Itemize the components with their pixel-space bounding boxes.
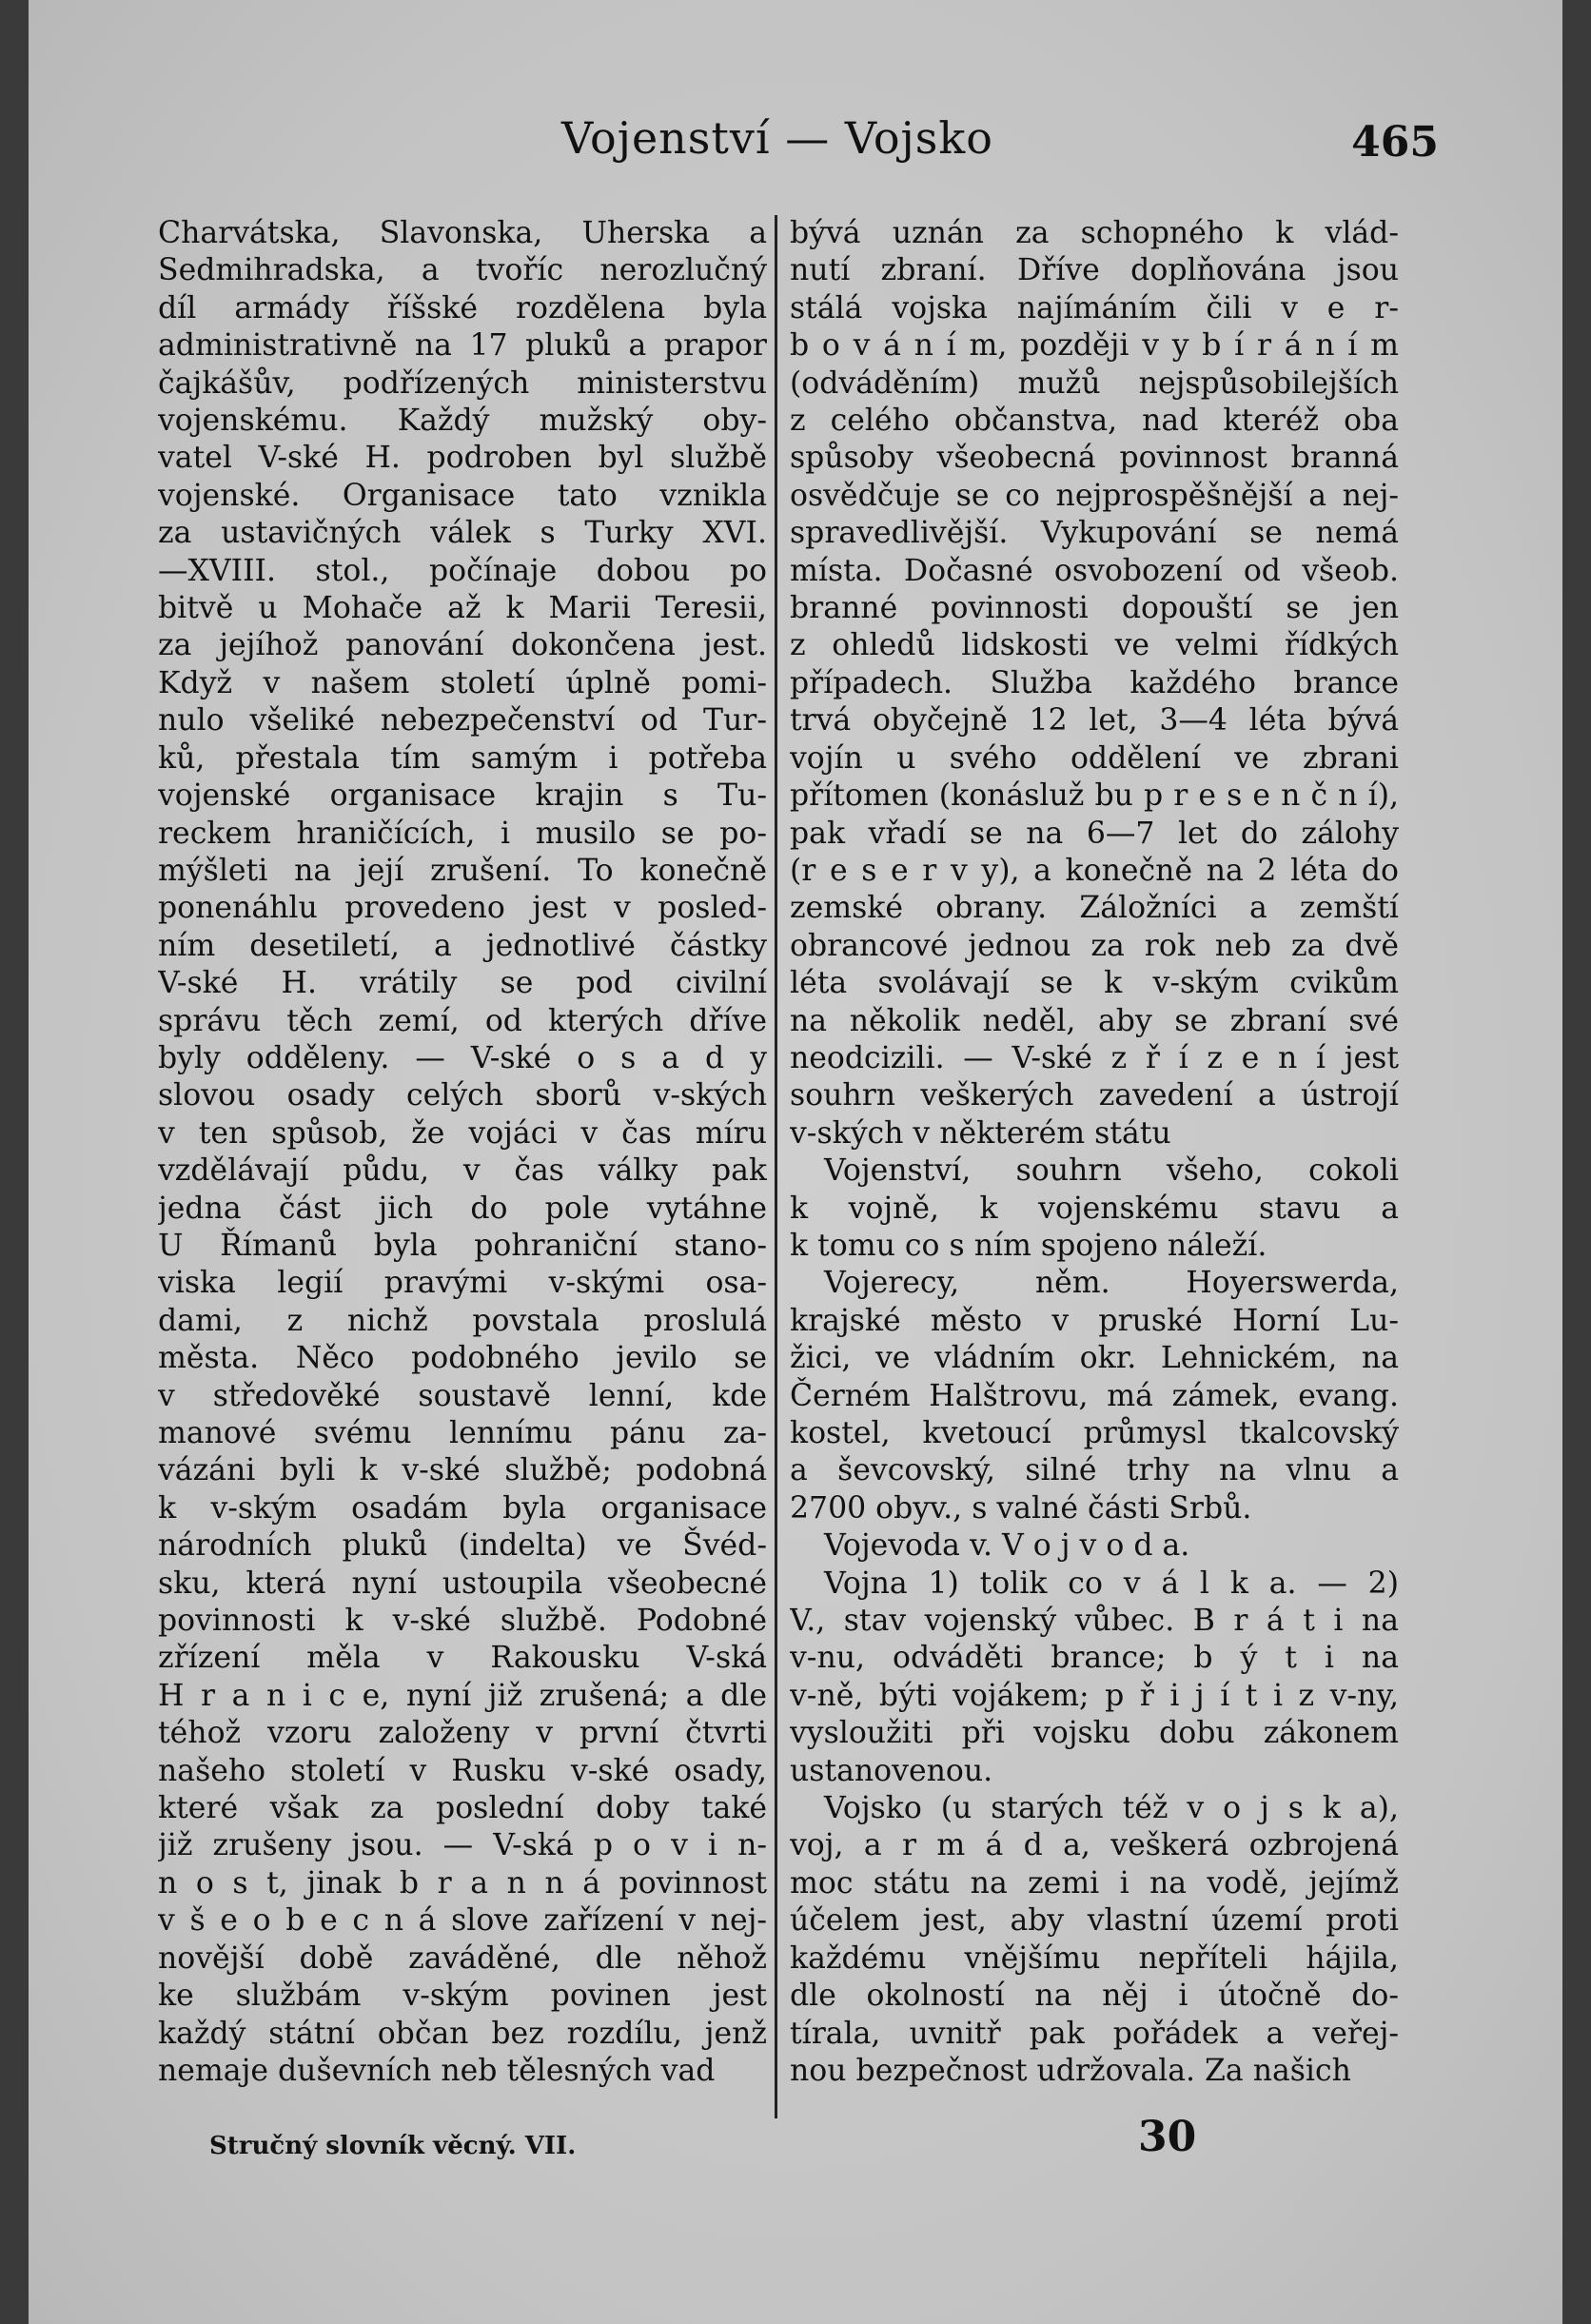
text-line: k v-ským osadám byla organisace <box>158 1490 767 1526</box>
text-line: vzdělávají půdu, v čas války pak <box>158 1153 767 1189</box>
text-line: v-ně, býti vojákem; p ř i j í t i z v-ny, <box>790 1678 1399 1713</box>
text-line: bývá uznán za schopného k vlád- <box>790 216 1399 250</box>
text-line: vysloužiti při vojsku dobu zákonem <box>790 1716 1399 1751</box>
text-line: na několik neděl, aby se zbraní své <box>790 1003 1399 1038</box>
page-number: 465 <box>1351 118 1439 167</box>
text-line: Vojenství, souhrn všeho, cokoli <box>824 1153 1399 1189</box>
text-line: administrativně na 17 pluků a prapor <box>158 328 767 364</box>
running-header <box>29 112 1562 188</box>
text-line: národních pluků (indelta) ve Švéd- <box>158 1528 767 1564</box>
text-line: vojenské organisace krajin s Tu- <box>158 778 767 814</box>
text-line: Když v našem století úplně pomi- <box>158 665 767 700</box>
scanned-page <box>29 0 1562 2324</box>
text-line: účelem jest, aby vlastní území proti <box>790 1903 1399 1939</box>
footer-signature: Stručný slovník věcný. VII. <box>209 2132 577 2160</box>
text-line: moc státu na zemi i na vodě, jejímž <box>790 1865 1399 1901</box>
text-line: vojín u svého oddělení ve zbrani <box>790 740 1399 776</box>
text-line: branné povinnosti dopouští se jen <box>790 591 1399 626</box>
text-line: spravedlivější. Vykupování se nemá <box>790 516 1399 551</box>
text-line: v-nu, odváděti brance; b ý t i na <box>790 1641 1399 1676</box>
text-line: Černém Halštrovu, má zámek, evang. <box>790 1378 1399 1413</box>
text-line: téhož vzoru založeny v první čtvrti <box>158 1716 767 1751</box>
text-line: n o s t, jinak b r a n n á povinnost <box>158 1865 767 1901</box>
text-line: slovou osady celých sborů v-ských <box>158 1078 767 1113</box>
text-line: Vojsko (u starých též v o j s k a), <box>824 1791 1399 1826</box>
text-line: pak vřadí se na 6—7 let do zálohy <box>790 816 1399 851</box>
text-line: vatel V-ské H. podroben byl službě <box>158 441 767 476</box>
right-text-column <box>790 215 1399 2118</box>
text-line: města. Něco podobného jevilo se <box>158 1341 767 1376</box>
text-line: díl armády říšské rozdělena byla <box>158 290 767 325</box>
text-line: bitvě u Mohače až k Marii Teresii, <box>158 591 767 626</box>
text-line: povinnosti k v-ské službě. Podobné <box>158 1604 767 1639</box>
text-line: žici, ve vládním okr. Lehnickém, na <box>790 1341 1399 1376</box>
text-line: ustanovenou. <box>790 1753 993 1788</box>
text-line: jedna část jich do pole vytáhne <box>158 1191 767 1226</box>
text-line: vojenské. Organisace tato vznikla <box>158 478 767 513</box>
text-line: v-ských v některém státu <box>790 1115 1171 1151</box>
text-line: stálá vojska najímáním čili v e r- <box>790 290 1399 325</box>
text-line: dle okolností na něj i útočně do- <box>790 1979 1399 2014</box>
text-line: U Římanů byla pohraniční stano- <box>158 1228 767 1263</box>
text-line: našeho století v Rusku v-ské osady, <box>158 1753 767 1788</box>
text-line: každý státní občan bez rozdílu, jenž <box>158 2016 767 2051</box>
text-line: Charvátska, Slavonska, Uherska a <box>158 216 767 250</box>
text-line: nemaje duševních neb tělesných vad <box>158 2053 716 2088</box>
text-line: vojenskému. Každý mužský oby- <box>158 404 767 439</box>
text-line: spůsoby všeobecná povinnost branná <box>790 441 1399 476</box>
text-line: mýšleti na její zrušení. To konečně <box>158 853 767 888</box>
text-line: manové svému lennímu pánu za- <box>158 1416 767 1450</box>
text-line: nou bezpečnost udržovala. Za našich <box>790 2053 1351 2088</box>
text-line: novější době zaváděné, dle něhož <box>158 1940 767 1976</box>
text-line: z celého občanstva, nad kteréž oba <box>790 404 1399 439</box>
text-line: zemské obrany. Záložníci a zemští <box>790 891 1399 926</box>
text-line: Vojna 1) tolik co v á l k a. — 2) <box>824 1566 1399 1601</box>
text-line: sku, která nyní ustoupila všeobecné <box>158 1566 767 1601</box>
text-line: osvědčuje se co nejprospěšnější a nej- <box>790 478 1399 513</box>
text-line: k vojně, k vojenskému stavu a <box>790 1191 1399 1226</box>
text-line: voj, a r m á d a, veškerá ozbrojená <box>790 1828 1399 1863</box>
text-line: z ohledů lidskosti ve velmi řídkých <box>790 628 1399 663</box>
text-line: ke službám v-ským povinen jest <box>158 1979 767 2014</box>
text-line: Sedmihradska, a tvoříc nerozlučný <box>158 253 767 288</box>
text-line: v š e o b e c n á slove zařízení v nej- <box>158 1903 767 1939</box>
text-line: každému vnějšímu nepříteli hájila, <box>790 1940 1399 1976</box>
text-line: 2700 obyv., s valné části Srbů. <box>790 1490 1252 1526</box>
text-line: již zrušeny jsou. — V-ská p o v i n- <box>158 1828 767 1863</box>
text-line: nutí zbraní. Dříve doplňována jsou <box>790 253 1399 288</box>
text-line: V-ské H. vrátily se pod civilní <box>158 966 767 1001</box>
header-title: Vojenství — Vojsko <box>561 112 993 164</box>
text-line: b o v á n í m, později v y b í r á n í m <box>790 328 1399 364</box>
text-line: tírala, uvnitř pak pořádek a veřej- <box>790 2016 1399 2051</box>
text-line: trvá obyčejně 12 let, 3—4 léta bývá <box>790 703 1399 739</box>
text-line: případech. Služba každého brance <box>790 665 1399 700</box>
text-line: neodcizili. — V-ské z ř í z e n í jest <box>790 1040 1399 1075</box>
text-line: nulo všeliké nebezpečenství od Tur- <box>158 703 767 739</box>
text-line: za ustavičných válek s Turky XVI. <box>158 516 767 551</box>
text-line: ponenáhlu provedeno jest v posled- <box>158 891 767 926</box>
text-line: čajkášův, podřízených ministerstvu <box>158 365 767 401</box>
text-line: místa. Dočasné osvobození od všeob. <box>790 553 1399 588</box>
text-line: reckem hraničících, i musilo se po- <box>158 816 767 851</box>
text-line: zřízení měla v Rakousku V-ská <box>158 1641 767 1676</box>
text-line: kostel, kvetoucí průmysl tkalcovský <box>790 1416 1399 1450</box>
text-line: přítomen (konásluž bu p r e s e n č n í), <box>790 778 1399 814</box>
text-line: v středověké soustavě lenní, kde <box>158 1378 767 1413</box>
text-line: H r a n i c e, nyní již zrušená; a dle <box>158 1678 767 1713</box>
text-line: za jejíhož panování dokončena jest. <box>158 628 767 663</box>
left-text-column <box>158 215 767 2118</box>
text-line: souhrn veškerých zavedení a ústrojí <box>790 1078 1399 1113</box>
text-line: dami, z nichž povstala proslulá <box>158 1303 767 1338</box>
column-divider <box>775 215 777 2118</box>
signature-number: 30 <box>1138 2113 1197 2161</box>
text-line: a ševcovský, silné trhy na vlnu a <box>790 1453 1399 1488</box>
text-line: (odváděním) mužů nejspůsobilejších <box>790 365 1399 401</box>
text-line: ků, přestala tím samým i potřeba <box>158 740 767 776</box>
text-line: vázáni byli k v-ské službě; podobná <box>158 1453 767 1488</box>
text-line: —XVIII. stol., počínaje dobou po <box>158 553 767 588</box>
text-line: Vojevoda v. V o j v o d a. <box>824 1528 1190 1564</box>
text-line: viska legií pravými v-skými osa- <box>158 1266 767 1301</box>
text-line: ním desetiletí, a jednotlivé částky <box>158 928 767 963</box>
text-line: V., stav vojenský vůbec. B r á t i na <box>790 1604 1399 1639</box>
text-line: Vojerecy, něm. Hoyerswerda, <box>824 1266 1399 1301</box>
text-line: krajské město v pruské Horní Lu- <box>790 1303 1399 1338</box>
text-line: (r e s e r v y), a konečně na 2 léta do <box>790 853 1399 888</box>
text-line: obrancové jednou za rok neb za dvě <box>790 928 1399 963</box>
text-line: léta svolávají se k v-ským cvikům <box>790 966 1399 1001</box>
text-line: které však za poslední doby také <box>158 1791 767 1826</box>
text-line: správu těch zemí, od kterých dříve <box>158 1003 767 1038</box>
text-line: byly odděleny. — V-ské o s a d y <box>158 1040 767 1075</box>
text-line: v ten spůsob, že vojáci v čas míru <box>158 1115 767 1151</box>
text-line: k tomu co s ním spojeno náleží. <box>790 1228 1267 1263</box>
